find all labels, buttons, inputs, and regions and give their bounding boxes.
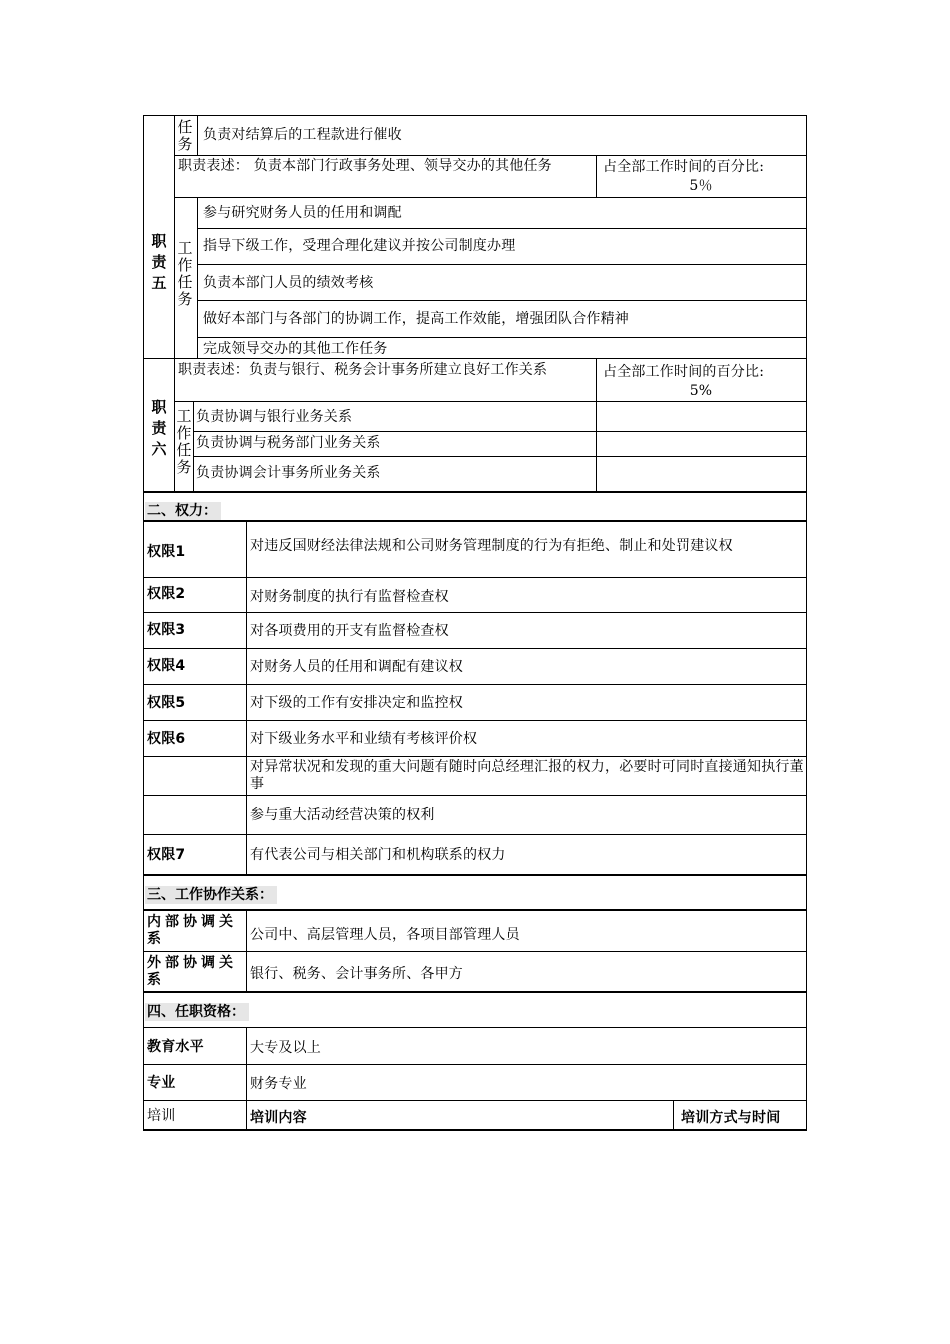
- resp6-percent-value: 5%: [689, 383, 713, 399]
- resp5-description: 职责表述： 负责本部门行政事务处理、领导交办的其他任务: [178, 158, 552, 174]
- resp5-task-label: 工作任务: [177, 239, 193, 308]
- resp6-label: 职责六: [151, 398, 167, 458]
- power-label-2: 权限2: [147, 586, 186, 602]
- power-label-6: 权限6: [147, 731, 186, 747]
- power-text-4: 对财务人员的任用和调配有建议权: [250, 659, 463, 675]
- resp4-task-1: 负责对结算后的工程款进行催收: [203, 127, 402, 143]
- education-label: 教育水平: [147, 1039, 204, 1055]
- major-value: 财务专业: [250, 1076, 307, 1092]
- internal-relations-label: 内部协调关系: [147, 914, 237, 947]
- resp5-label: 职责五: [151, 232, 167, 292]
- resp6-task-1: 负责协调与银行业务关系: [196, 409, 353, 425]
- power-text-5: 对下级的工作有安排决定和监控权: [250, 695, 463, 711]
- power-text-7: 对异常状况和发现的重大问题有随时向总经理汇报的权力，必要时可同时直接通知执行董事: [250, 759, 804, 792]
- resp5-task-4: 做好本部门与各部门的协调工作，提高工作效能，增强团队合作精神: [203, 311, 629, 327]
- external-relations-label: 外部协调关系: [147, 955, 237, 988]
- resp5-task-3: 负责本部门人员的绩效考核: [203, 275, 374, 291]
- resp5-percent-label: 占全部工作时间的百分比:: [603, 159, 765, 175]
- power-label-1: 权限1: [147, 544, 186, 560]
- power-text-9: 有代表公司与相关部门和机构联系的权力: [250, 847, 506, 863]
- resp6-task-3: 负责协调会计事务所业务关系: [196, 465, 381, 481]
- relations-heading: 三、工作协作关系：: [145, 886, 277, 904]
- resp4-task-label: 任务: [177, 118, 193, 153]
- resp5-task-5: 完成领导交办的其他工作任务: [203, 341, 388, 357]
- training-content-header: 培训内容: [250, 1110, 307, 1126]
- resp5-task-2: 指导下级工作，受理合理化建议并按公司制度办理: [203, 238, 516, 254]
- power-text-1: 对违反国财经法律法规和公司财务管理制度的行为有拒绝、制止和处罚建议权: [250, 538, 733, 554]
- education-value: 大专及以上: [250, 1040, 321, 1056]
- resp6-description: 职责表述：负责与银行、税务会计事务所建立良好工作关系: [178, 362, 548, 378]
- table-top-border: [143, 115, 807, 116]
- table-left-border: [143, 115, 144, 1131]
- power-label-5: 权限5: [147, 695, 186, 711]
- internal-relations-text: 公司中、高层管理人员，各项目部管理人员: [250, 927, 520, 943]
- training-method-header: 培训方式与时间: [681, 1110, 781, 1126]
- power-label-9: 权限7: [147, 847, 186, 863]
- power-text-2: 对财务制度的执行有监督检查权: [250, 589, 449, 605]
- resp6-percent-label: 占全部工作时间的百分比:: [603, 364, 765, 380]
- resp6-task-label: 工作任务: [176, 407, 192, 476]
- qualifications-heading: 四、任职资格：: [145, 1003, 249, 1021]
- power-text-6: 对下级业务水平和业绩有考核评价权: [250, 731, 478, 747]
- external-relations-text: 银行、税务、会计事务所、各甲方: [250, 966, 463, 982]
- major-label: 专业: [147, 1075, 176, 1091]
- resp5-task-1: 参与研究财务人员的任用和调配: [203, 205, 402, 221]
- table-right-border: [806, 115, 807, 1131]
- powers-heading: 二、权力：: [145, 502, 221, 520]
- power-text-8: 参与重大活动经营决策的权利: [250, 807, 435, 823]
- power-label-4: 权限4: [147, 658, 186, 674]
- resp6-task-2: 负责协调与税务部门业务关系: [196, 435, 381, 451]
- training-label: 培训: [147, 1108, 176, 1124]
- power-label-3: 权限3: [147, 622, 186, 638]
- power-text-3: 对各项费用的开支有监督检查权: [250, 623, 449, 639]
- resp5-percent-value: 5％: [689, 178, 713, 194]
